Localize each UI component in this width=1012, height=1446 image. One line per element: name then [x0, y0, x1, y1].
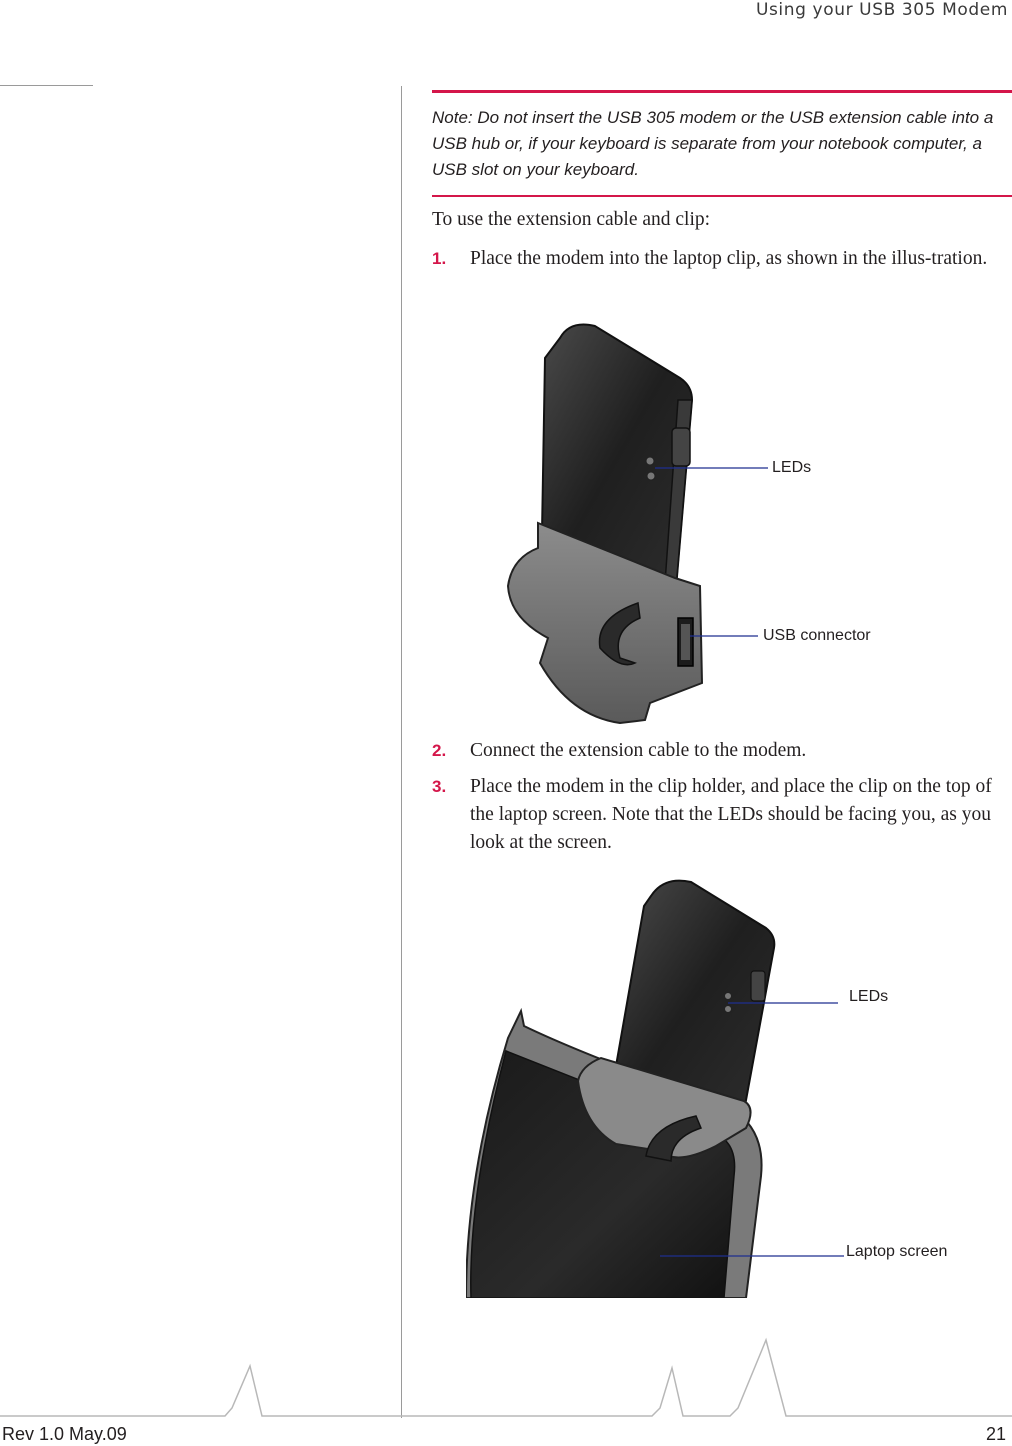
- top-left-rule: [0, 85, 93, 86]
- callout-laptop-screen: Laptop screen: [846, 1243, 948, 1260]
- column-rule: [401, 86, 402, 1418]
- callout-leds-2: LEDs: [849, 988, 889, 1005]
- step-2: [432, 737, 1012, 765]
- running-header: Using your USB 305 Modem: [755, 0, 1008, 20]
- step-number: 2.: [432, 741, 447, 760]
- modem-in-clip-illustration: [500, 318, 900, 726]
- callout-leds-1: LEDs: [772, 459, 812, 476]
- callout-usb-connector: USB connector: [763, 627, 871, 644]
- step-number: 3.: [432, 777, 447, 796]
- step-3: [432, 773, 1012, 857]
- note-box: Note: Do not insert the USB 305 modem or the USB extension cable into a USB hub or, if your keyboard is separate from your notebook computer, a USB slot on your keyboard.: [432, 90, 1012, 197]
- step-text: Connect the extension cable to the modem.: [470, 740, 807, 761]
- step-number: 1.: [432, 249, 447, 268]
- page-number: 21: [985, 1424, 1006, 1444]
- intro-text: To use the extension cable and clip:: [432, 209, 711, 230]
- footer-wave-graphic: [0, 1336, 1012, 1420]
- step-text: Place the modem in the clip holder, and place the clip on the top of the laptop screen. Note that the LEDs should be facing you, as you look at the screen.: [470, 776, 992, 853]
- step-1: [432, 245, 1012, 301]
- modem-on-laptop-illustration: [466, 876, 966, 1298]
- step-text: Place the modem into the laptop clip, as shown in the illus-tration.: [470, 248, 988, 269]
- footer-revision: Rev 1.0 May.09: [2, 1424, 127, 1444]
